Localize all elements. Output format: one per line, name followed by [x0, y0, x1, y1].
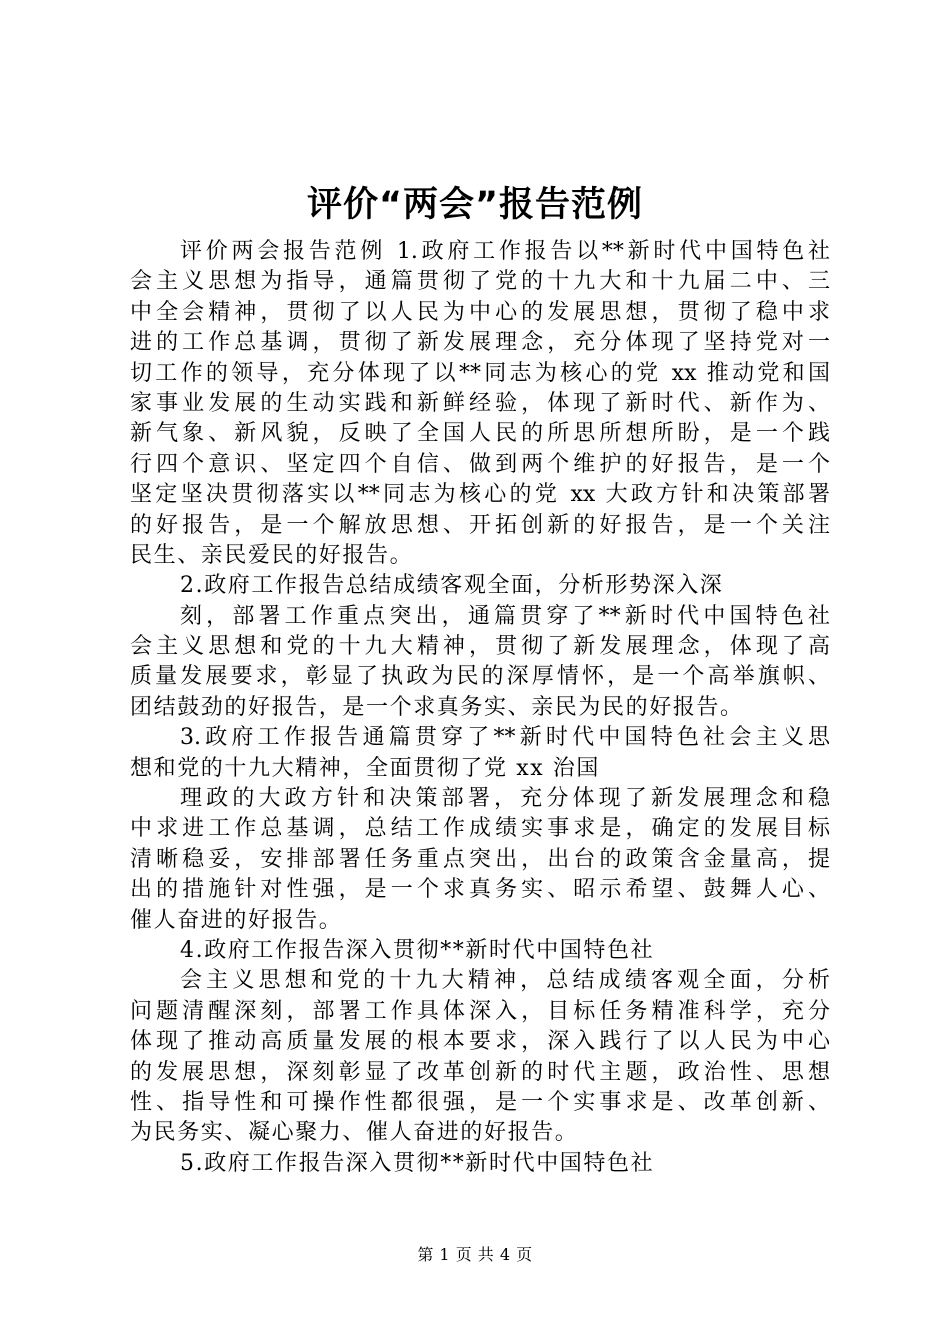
document-body — [130, 237, 830, 1179]
text-line: 问题清醒深刻，部署工作具体深入，目标任务精准科学，充分 — [130, 998, 830, 1024]
text-line: 会主义思想为指导，通篇贯彻了党的十九大和十九届二中、三 — [130, 269, 830, 295]
text-line: 清晰稳妥，安排部署任务重点突出，出台的政策含金量高，提 — [130, 846, 830, 872]
text-line: 进的工作总基调，贯彻了新发展理念，充分体现了坚持党对一 — [130, 330, 830, 356]
text-line: 性、指导性和可操作性都很强，是一个实事求是、改革创新、 — [130, 1089, 830, 1115]
text-line: 切工作的领导，充分体现了以**同志为核心的党 xx 推动党和国 — [130, 360, 830, 386]
text-line: 出的措施针对性强，是一个求真务实、昭示希望、鼓舞人心、 — [130, 877, 830, 903]
text-line: 的发展思想，深刻彰显了改革创新的时代主题，政治性、思想 — [130, 1059, 830, 1085]
text-line: 会主义思想和党的十九大精神，贯彻了新发展理念，体现了高 — [130, 634, 830, 660]
text-line: 家事业发展的生动实践和新鲜经验，体现了新时代、新作为、 — [130, 390, 830, 416]
text-line: 会主义思想和党的十九大精神，总结成绩客观全面，分析 — [180, 968, 830, 994]
text-line: 想和党的十九大精神，全面贯彻了党 xx 治国 — [130, 755, 601, 781]
text-line: 中求进工作总基调，总结工作成绩实事求是，确定的发展目标 — [130, 816, 830, 842]
text-line: 团结鼓劲的好报告，是一个求真务实、亲民为民的好报告。 — [130, 694, 744, 720]
text-line: 行四个意识、坚定四个自信、做到两个维护的好报告，是一个 — [130, 451, 830, 477]
document-title: 评价“两会”报告范例 — [306, 185, 643, 225]
text-line: 5.政府工作报告深入贯彻**新时代中国特色社 — [180, 1150, 655, 1176]
text-line: 的好报告，是一个解放思想、开拓创新的好报告，是一个关注 — [130, 512, 830, 538]
text-line: 催人奋进的好报告。 — [130, 907, 343, 933]
text-line: 中全会精神，贯彻了以人民为中心的发展思想，贯彻了稳中求 — [130, 299, 830, 325]
text-line: 理政的大政方针和决策部署，充分体现了新发展理念和稳 — [180, 786, 830, 812]
text-line: 为民务实、凝心聚力、催人奋进的好报告。 — [130, 1120, 579, 1146]
text-line: 评价两会报告范例 1.政府工作报告以**新时代中国特色社 — [180, 239, 830, 264]
text-line: 坚定坚决贯彻落实以**同志为核心的党 xx 大政方针和决策部署 — [130, 482, 830, 508]
text-line: 4.政府工作报告深入贯彻**新时代中国特色社 — [180, 937, 655, 963]
text-line: 3.政府工作报告通篇贯穿了**新时代中国特色社会主义思 — [180, 725, 830, 751]
text-line: 新气象、新风貌，反映了全国人民的所思所想所盼，是一个践 — [130, 421, 830, 447]
page-footer: 第 1 页 共 4 页 — [417, 1245, 533, 1264]
text-line: 2.政府工作报告总结成绩客观全面，分析形势深入深 — [180, 573, 724, 599]
text-line: 刻，部署工作重点突出，通篇贯穿了**新时代中国特色社 — [180, 603, 830, 629]
text-line: 体现了推动高质量发展的根本要求，深入践行了以人民为中心 — [130, 1029, 830, 1055]
text-line: 民生、亲民爱民的好报告。 — [130, 542, 414, 568]
text-line: 质量发展要求，彰显了执政为民的深厚情怀，是一个高举旗帜、 — [130, 664, 830, 690]
